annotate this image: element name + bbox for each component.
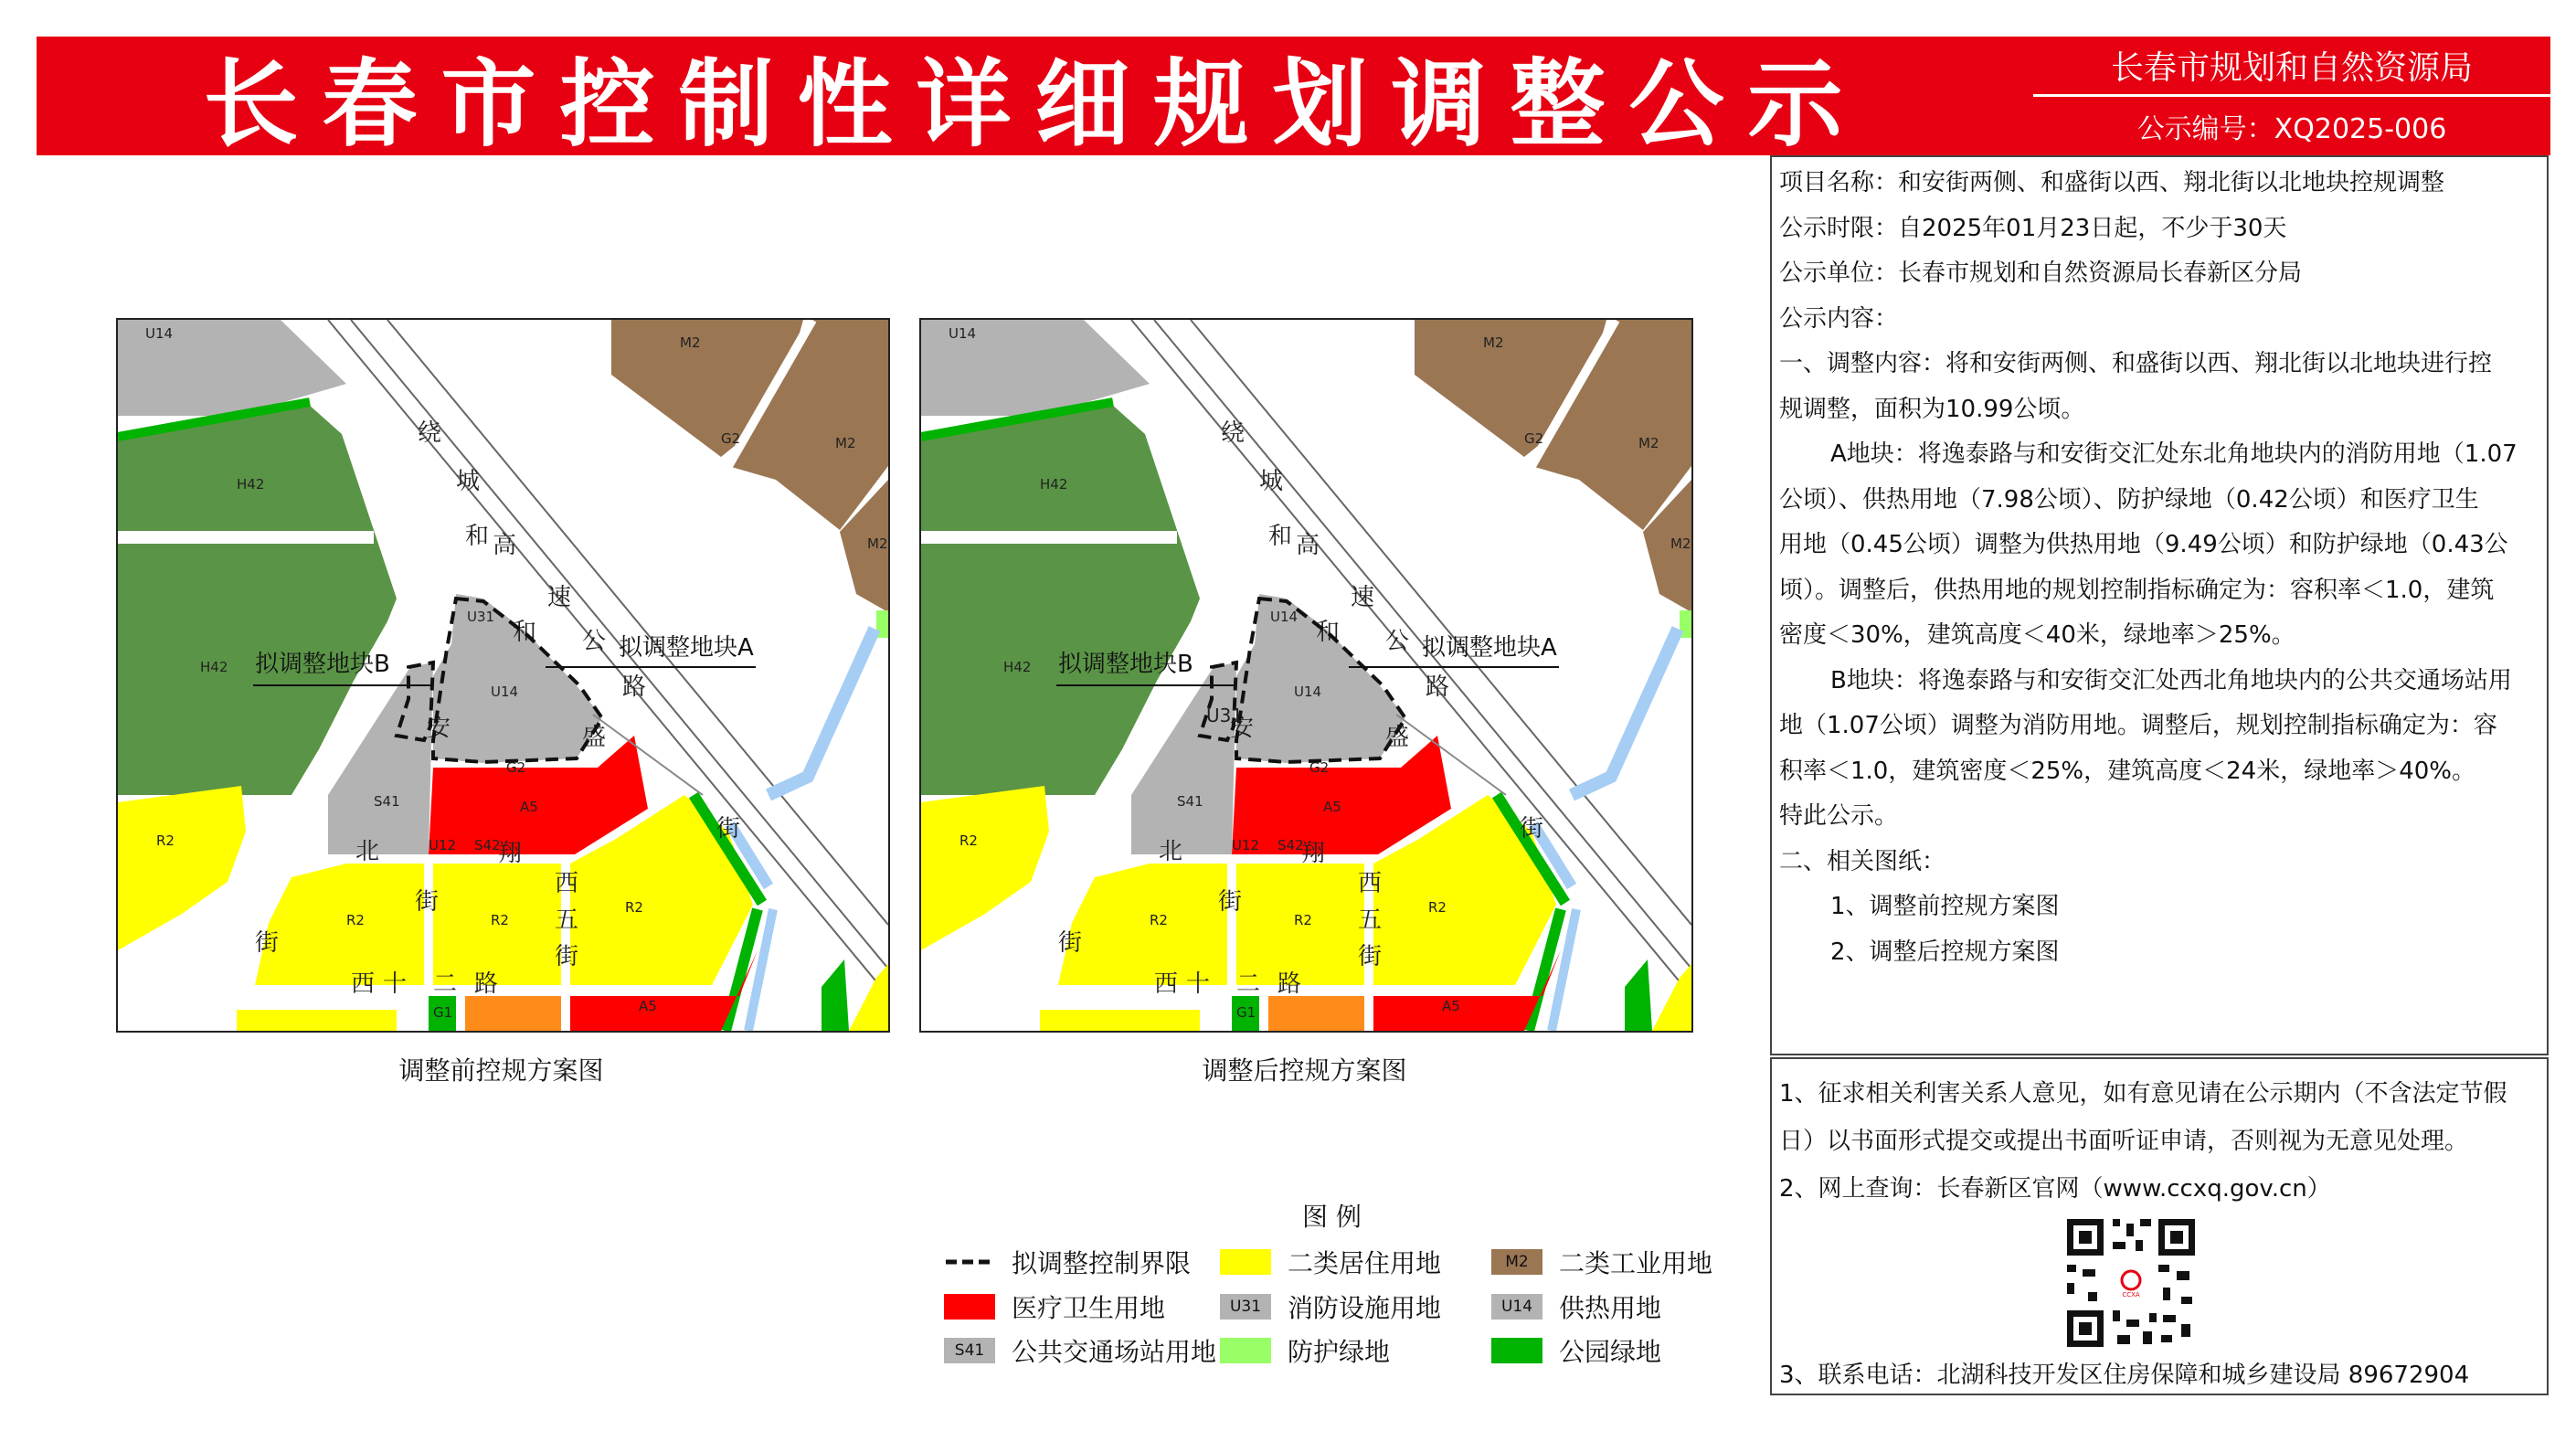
map-label: 高 <box>1296 532 1320 559</box>
drawing-item: 1、调整前控规方案图 <box>1830 893 2060 920</box>
map-label: 城 <box>456 468 481 495</box>
map-label: 拟调整地块A <box>619 634 754 662</box>
r2-swatch-icon <box>1220 1249 1271 1275</box>
content-line: 二、相关图纸： <box>1779 847 1946 875</box>
map-label: 绕 <box>418 419 442 447</box>
map-label: 街 <box>255 929 280 957</box>
legend-item-fire <box>1220 1290 1441 1323</box>
map-label: M2 <box>1638 435 1659 451</box>
dashed-line-icon <box>944 1249 995 1275</box>
legend-label-heat: 供热用地 <box>1559 1293 1662 1323</box>
map-label: A5 <box>520 799 538 815</box>
legend-label-r2: 二类居住用地 <box>1288 1248 1442 1278</box>
map-label: R2 <box>959 832 978 849</box>
map-label: 盛 <box>1385 724 1410 751</box>
contact-line: 2、网上查询：长春新区官网（www.ccxq.gov.cn） <box>1779 1175 2331 1203</box>
heat-swatch-icon: U14 <box>1491 1294 1542 1320</box>
map-label: 街 <box>1058 929 1083 957</box>
legend-label-m2: 二类工业用地 <box>1559 1248 1713 1278</box>
map-label: U14 <box>949 325 977 342</box>
legend-label-fire: 消防设施用地 <box>1288 1293 1442 1323</box>
map-label: 和 <box>1268 523 1293 550</box>
page-title: 长春市控制性详细规划调整公示 <box>203 48 1867 160</box>
drawing-item: 2、调整后控规方案图 <box>1830 938 2060 966</box>
map-label: 安 <box>427 715 451 742</box>
contact-panel <box>1770 1057 2549 1395</box>
map-label: H42 <box>237 476 265 493</box>
map-label: 安 <box>1230 715 1255 742</box>
map-label: M2 <box>835 435 856 451</box>
qr-code-icon <box>2062 1214 2200 1352</box>
contact-line: 1、征求相关利害关系人意见，如有意见请在公示期内（不含法定节假 <box>1779 1080 2507 1108</box>
medical-swatch-icon <box>944 1294 995 1320</box>
map-label: G2 <box>1309 759 1330 776</box>
park-swatch-icon <box>1491 1338 1542 1363</box>
map-label: U14 <box>1294 684 1322 700</box>
map-label: G1 <box>433 1004 453 1021</box>
project-name: 项目名称：和安街两侧、和盛街以西、翔北街以北地块控规调整 <box>1779 169 2445 196</box>
map-label: A5 <box>1323 799 1341 815</box>
legend-item-park <box>1491 1334 1661 1367</box>
content-line: 用地（0.45公顷）调整为供热用地（9.49公顷）和防护绿地（0.43公 <box>1779 531 2508 558</box>
legend-item-medical <box>944 1290 1165 1323</box>
map-label: A5 <box>1442 998 1460 1014</box>
contact-line: 日）以书面形式提交或提出书面听证申请，否则视为无意见处理。 <box>1779 1128 2469 1155</box>
map-label: 路 <box>1426 673 1450 701</box>
map-label: M2 <box>867 535 888 552</box>
m2-swatch-icon: M2 <box>1491 1249 1542 1275</box>
title-banner <box>37 37 2033 160</box>
parcel-orange <box>465 996 561 1031</box>
notice-unit: 公示单位：长春市规划和自然资源局长春新区分局 <box>1779 260 2303 287</box>
map-label: 绕 <box>1221 419 1246 447</box>
map-label: 街 <box>716 815 741 843</box>
map-label: H42 <box>200 659 228 675</box>
map-label: G1 <box>1236 1004 1256 1021</box>
map-label: 街 <box>1358 943 1383 970</box>
parcel-orange <box>1268 996 1364 1031</box>
map-label: 公 <box>1385 628 1410 655</box>
map-label: 路 <box>474 970 499 998</box>
content-line: 积率＜1.0，建筑密度＜25%，建筑高度＜24米，绿地率＞40%。 <box>1779 757 2476 785</box>
map-label: G2 <box>1524 430 1544 447</box>
legend-title: 图 例 <box>1302 1202 1362 1232</box>
notice-number: 公示编号：XQ2025-006 <box>2136 113 2447 145</box>
content-line: B地块：将逸泰路与和安街交汇处西北角地块内的公共交通场站用 <box>1830 666 2512 694</box>
map-label: 西 <box>555 870 579 897</box>
map-label: G2 <box>721 430 741 447</box>
map-label: U31 <box>1206 705 1244 726</box>
org-name: 长春市规划和自然资源局 <box>2033 37 2550 97</box>
map-label: R2 <box>1294 912 1312 928</box>
org-box <box>2033 37 2550 155</box>
map-label: 盛 <box>582 724 607 751</box>
map-label: R2 <box>1150 912 1168 928</box>
map-label: R2 <box>156 832 175 849</box>
legend-label-boundary: 拟调整控制界限 <box>1012 1248 1192 1278</box>
map-label: R2 <box>346 912 365 928</box>
legend-item-r2 <box>1220 1246 1441 1278</box>
map-label: 翔 <box>1301 840 1326 867</box>
map-before <box>116 318 890 1033</box>
map-label: H42 <box>1040 476 1068 493</box>
map-label: H42 <box>1003 659 1032 675</box>
map-label: 街 <box>1520 815 1544 843</box>
legend-item-boundary <box>944 1246 1191 1278</box>
map-label: R2 <box>625 899 643 916</box>
map-label: 西 <box>1358 870 1383 897</box>
map-label: A5 <box>639 998 657 1014</box>
content-line: 规调整，面积为10.99公顷。 <box>1779 395 2085 423</box>
qr-code <box>2062 1214 2539 1352</box>
map-label: M2 <box>1483 334 1504 351</box>
map-label: 五 <box>1358 906 1383 934</box>
map-label: 路 <box>622 673 647 701</box>
map-label: M2 <box>680 334 701 351</box>
content-line: 特此公示。 <box>1779 802 1899 830</box>
map-label: 翔 <box>498 840 523 867</box>
map-label: U12 <box>1232 837 1260 853</box>
content-line: 地（1.07公顷）调整为消防用地。调整后，规划控制指标确定为：容 <box>1779 712 2497 739</box>
map-label: S41 <box>374 793 400 810</box>
map-label: 和 <box>1316 619 1341 646</box>
legend-label-medical: 医疗卫生用地 <box>1012 1293 1166 1323</box>
svg-text:CCXA: CCXA <box>2122 1291 2140 1298</box>
fire-swatch-icon: U31 <box>1220 1294 1271 1320</box>
map-shape <box>237 1010 397 1031</box>
map-label: S42 <box>474 837 501 853</box>
info-panel <box>1770 155 2549 1055</box>
map-label: 高 <box>493 532 517 559</box>
legend-item-protect <box>1220 1334 1390 1367</box>
map-label: 西 <box>351 970 376 998</box>
legend-label-park: 公园绿地 <box>1559 1337 1662 1367</box>
map-label: 二 <box>1236 970 1261 998</box>
map-label: 和 <box>513 619 537 646</box>
map-label: 速 <box>1351 584 1375 611</box>
map-shape <box>1040 1010 1200 1031</box>
legend-item-transit <box>944 1334 1216 1367</box>
content-heading: 公示内容： <box>1779 304 1899 333</box>
map-label: 二 <box>433 970 458 998</box>
map-label: 拟调整地块B <box>1058 651 1193 678</box>
map-label: S41 <box>1177 793 1203 810</box>
map-label: R2 <box>491 912 509 928</box>
legend-item-heat <box>1491 1290 1661 1323</box>
map-label: 街 <box>415 888 440 916</box>
map-label: U12 <box>429 837 457 853</box>
map-label: U31 <box>467 609 495 625</box>
legend-item-m2 <box>1491 1246 1712 1278</box>
map-label: S42 <box>1277 837 1304 853</box>
map-label: M2 <box>1670 535 1691 552</box>
map-label: 拟调整地块B <box>255 651 390 678</box>
map-label: 和 <box>465 523 490 550</box>
map-label: R2 <box>1428 899 1447 916</box>
legend-label-transit: 公共交通场站用地 <box>1012 1337 1217 1367</box>
legend-label-protect: 防护绿地 <box>1288 1337 1391 1367</box>
transit-swatch-icon: S41 <box>944 1338 995 1363</box>
map-label: U14 <box>1270 609 1299 625</box>
map-label: 街 <box>555 943 579 970</box>
map-label: 公 <box>582 628 607 655</box>
map-after <box>919 318 1693 1033</box>
map-label: 路 <box>1277 970 1302 998</box>
map-label: 城 <box>1259 468 1284 495</box>
content-line: 密度＜30%，建筑高度＜40米，绿地率＞25%。 <box>1779 621 2295 649</box>
map-label: G2 <box>506 759 526 776</box>
content-line: 公顷）、供热用地（7.98公顷）、防护绿地（0.42公顷）和医疗卫生 <box>1779 485 2479 514</box>
protect-swatch-icon <box>1220 1338 1271 1363</box>
map-label: 五 <box>555 906 579 934</box>
map-label: 十 <box>1186 970 1211 998</box>
map-label: 十 <box>383 970 408 998</box>
map-label: 西 <box>1154 970 1179 998</box>
map-before-caption: 调整前控规方案图 <box>398 1055 604 1086</box>
map-label: 速 <box>547 584 572 611</box>
contact-line: 3、联系电话：北湖科技开发区住房保障和城乡建设局 89672904 <box>1779 1362 2470 1389</box>
map-label: 街 <box>1218 888 1243 916</box>
notice-period: 公示时限：自2025年01月23日起，不少于30天 <box>1779 214 2287 242</box>
map-label: 北 <box>355 838 380 865</box>
content-line: 顷）。调整后，供热用地的规划控制指标确定为：容积率＜1.0，建筑 <box>1779 576 2495 604</box>
map-label: 拟调整地块A <box>1422 634 1557 662</box>
map-label: 北 <box>1159 838 1183 865</box>
map-label: U14 <box>491 684 519 700</box>
content-line: A地块：将逸泰路与和安街交汇处东北角地块内的消防用地（1.07 <box>1830 440 2518 468</box>
map-label: U14 <box>145 325 174 342</box>
content-line: 一、调整内容：将和安街两侧、和盛街以西、翔北街以北地块进行控 <box>1779 350 2493 377</box>
map-after-caption: 调整后控规方案图 <box>1202 1055 1407 1086</box>
